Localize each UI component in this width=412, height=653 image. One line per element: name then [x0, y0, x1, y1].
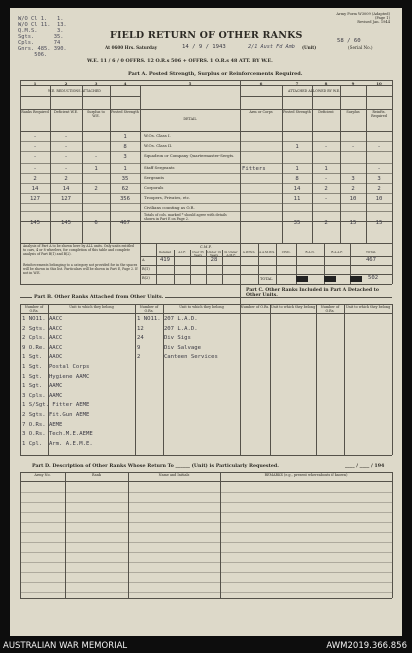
part-a-cell: 14 — [31, 186, 39, 192]
page-label: (Page 1) — [374, 16, 390, 20]
analysis-head: TOTAL — [365, 250, 377, 254]
part-b-entry: 1 NO11. 207 L.A.D. — [137, 316, 198, 322]
part-a-cell: - — [33, 166, 37, 172]
part-b-entry: 24 Div Sigs — [137, 335, 191, 342]
part-a-cell: 127 — [60, 196, 72, 202]
column-number: 1 — [33, 81, 37, 86]
part-a-cell: 1 — [94, 166, 98, 172]
column-number: 2 — [64, 81, 68, 86]
column-number: 4 — [123, 81, 127, 86]
unit-value: 2/1 Aust Fd Amb — [248, 44, 295, 50]
column-head: Deficient — [318, 110, 334, 114]
column-number: 7 — [295, 81, 299, 86]
part-a-cell: 2 — [324, 186, 328, 192]
part-a-cell: 35 — [293, 220, 301, 226]
part-a-cell: 10 — [375, 196, 383, 202]
part-c-column-head: Number of O.Rs. — [320, 305, 340, 313]
blocked-cell — [350, 276, 362, 282]
part-d-column-head: Name and Initials — [158, 473, 190, 477]
part-a-cell: 2 — [33, 176, 37, 182]
part-a-cell: Fitters — [242, 166, 266, 172]
footer-institution: AUSTRALIAN WAR MEMORIAL — [3, 641, 128, 651]
part-b-entry: 2 Canteen Services — [137, 354, 218, 361]
part-a-cell: 2 — [377, 186, 381, 192]
form-title: FIELD RETURN OF OTHER RANKS — [110, 30, 303, 41]
part-d-column-head: Army No. — [34, 473, 51, 477]
print-note: Revised Jan. 1944 — [357, 20, 390, 24]
part-a-cell: - — [33, 154, 37, 160]
analysis-head: R.A.A.F. — [331, 250, 343, 254]
part-a-cell: - — [377, 166, 381, 172]
analysis-head: R.A.N. — [305, 250, 315, 254]
part-a-cell: - — [324, 176, 328, 182]
analysis-head: CIVIL — [281, 250, 291, 254]
part-a-cell: 2 — [324, 220, 328, 226]
part-a-cell: - — [64, 166, 68, 172]
margin-note-line: Q.M.S. 3. — [18, 28, 64, 34]
form-number: Army Form W3009 (Adapted) — [336, 12, 390, 16]
part-a-cell: 1 — [295, 166, 299, 172]
column-head: Surplus to W.E. — [87, 110, 105, 118]
part-a-cell: 145 — [29, 220, 41, 226]
part-b-column-head: Unit to which they belong — [179, 305, 224, 309]
part-a-detail: W.Os. Class I. — [144, 133, 171, 138]
part-a-cell: - — [94, 154, 98, 160]
part-a-detail: Staff Sergeants — [144, 165, 175, 170]
grand-total-value: 502 — [368, 275, 379, 281]
column-head: Surplus — [346, 110, 360, 114]
part-a-cell: 10 — [349, 196, 357, 202]
part-d-column-head: Rank — [92, 473, 101, 477]
part-a-cell: 145 — [60, 220, 72, 226]
reinforcement-note: Reinforcements belonging to a category not provided for in the spaces will be shown in this list. Particulars will be shown in Part E, Page 2. If not in W.E. — [23, 263, 138, 275]
part-c-column-head: Number of O.Rs. — [240, 305, 270, 309]
column-number: 8 — [324, 81, 328, 86]
part-d-title: Part D. Description of Other Ranks Whose Return To ______ (Unit) is Particularly Requested. — [32, 463, 279, 469]
archive-footer — [0, 638, 412, 653]
part-a-cell: - — [64, 144, 68, 150]
part-a-title: Part A. Posted Strength, Surplus or Reinforcements Required. — [128, 71, 303, 77]
part-a-cell: 35 — [121, 176, 129, 182]
part-c-title: Part C. Other Ranks Included in Part A Detached to Other Units. — [246, 288, 379, 299]
cmf-label: C.M.F. — [200, 245, 212, 249]
part-a-cell: - — [33, 144, 37, 150]
analysis-row-label: B(1) — [142, 267, 150, 271]
part-b-column-head: Number of O.Rs. — [24, 305, 44, 313]
part-b-entry: 2 Sgts. Fit.Gun AEME — [22, 412, 90, 418]
part-c-column-head: Unit to which they belong — [345, 305, 391, 309]
part-b-entry: 12 207 L.A.D. — [137, 325, 198, 332]
part-a-cell: - — [64, 134, 68, 140]
part-a-cell: 3 — [123, 154, 127, 160]
part-a-cell: 14 — [293, 186, 301, 192]
part-b-column-head: Number of O.Rs. — [139, 305, 159, 313]
part-a-cell: 8 — [295, 176, 299, 182]
part-a-cell: - — [324, 196, 328, 202]
at-label: At 0600 Hrs. Saturday — [105, 45, 158, 50]
part-a-cell: 2 — [94, 186, 98, 192]
part-b-entry: 1 S/Sgt. Fitter AEME — [22, 402, 90, 409]
column-head: Posted Strength — [111, 110, 139, 114]
analysis-row-label: B(2) — [142, 276, 150, 280]
column-number: 5 — [188, 81, 192, 86]
analysis-over35-value: 28 — [210, 257, 218, 263]
we-line: W.E. 11 / 6 / 0 OFFRS. 12 O.R.s 506 + OFFRS. 1 O.R.s 48 ATT. BY W.E. — [87, 58, 273, 64]
margin-note-line: W/O Cl 1. 1. — [18, 16, 64, 22]
analysis-head: Over 35 Years — [192, 250, 204, 258]
part-b-entry: 1 Sgt. Postal Corps — [22, 364, 90, 370]
column-head: Deficient W.E. — [53, 110, 79, 114]
part-a-cell: 15 — [349, 220, 357, 226]
part-a-detail: Sergeants — [144, 175, 165, 180]
part-b-entry: 2 Sgts. AACC — [22, 325, 63, 332]
part-a-cell: - — [64, 154, 68, 160]
part-b-entry: 1 NO11. AACC — [22, 316, 63, 322]
part-b-entry: 7 O.Rs. AEME — [22, 421, 63, 428]
grand-total-label: TOTAL — [260, 277, 273, 281]
part-d-date: ____ / ____ / 194 — [345, 463, 385, 469]
margin-note-line: W/O Cl 11. 13. — [18, 22, 67, 28]
margin-note-line: 506. — [18, 52, 48, 58]
part-a-cell: 1 — [123, 166, 127, 172]
part-b-entry: 1 Sgt. Hygiene AAMC — [22, 373, 90, 380]
part-a-detail: Totals of cols. marked * should agree with details shown in Part E on Page 2. — [144, 213, 227, 221]
analysis-aif-value: 419 — [159, 257, 171, 263]
part-a-cell: - — [351, 144, 355, 150]
part-a-cell: 6 — [94, 220, 98, 226]
part-a-cell: - — [33, 134, 37, 140]
part-a-detail: Civilians counting as O.R. — [144, 205, 195, 210]
part-b-entry: 3 O.Rs. Tech.M.E.AEME — [22, 431, 93, 438]
part-d-column-head: REMARKS (e.g., present whereabouts if known) — [264, 473, 348, 477]
part-a-cell: 3 — [351, 176, 355, 182]
part-a-cell: 11 — [293, 196, 301, 202]
column-number: 10 — [376, 81, 382, 86]
column-number: 6 — [259, 81, 263, 86]
part-a-detail: Troopers, Privates, etc. — [144, 195, 191, 200]
footer-accession-number: AWM2019.366.856 — [326, 641, 407, 651]
part-b-title: Part B. Other Ranks Attached from Other Units. — [34, 294, 164, 300]
blocked-cell — [324, 276, 336, 282]
part-a-detail: Squadron or Company Quartermaster-Sergts. — [144, 153, 235, 158]
unit-label: (Unit) — [302, 45, 317, 50]
part-a-cell: - — [377, 144, 381, 150]
column-head: Posted Strength — [283, 110, 311, 114]
analysis-row-label: A — [142, 258, 145, 262]
part-b-entry: 3 Cpls. AAMC — [22, 392, 63, 399]
analysis-head: A.W.W.S. — [242, 250, 256, 254]
part-a-cell: 467 — [119, 220, 131, 226]
part-c-column-head: Unit to which they belong — [270, 305, 316, 309]
serial-value: 58 / 60 — [337, 38, 361, 44]
column-head: Ranks Required — [21, 110, 49, 114]
analysis-head: A.I.F. — [178, 250, 186, 254]
form-label — [336, 12, 390, 24]
part-a-cell: - — [324, 144, 328, 150]
margin-note-line: Cpls. 74 — [18, 40, 61, 46]
part-a-detail: Corporals — [144, 185, 164, 190]
column-number: 9 — [351, 81, 355, 86]
part-b-column-head: Unit to which they belong — [69, 305, 114, 309]
part-a-cell: 127 — [29, 196, 41, 202]
column-head: Reinfts. Required — [371, 110, 387, 118]
column-head: Arm or Corps — [249, 110, 273, 114]
analysis-head: A.A.M.W.S. — [258, 250, 276, 254]
part-a-cell: 14 — [62, 186, 70, 192]
analysis-head: Under 19 Years — [207, 250, 221, 258]
we-reductions-header: W.E. REDUCTIONS ATTACHED — [48, 89, 101, 93]
part-a-cell: 356 — [119, 196, 131, 202]
part-a-cell: 62 — [121, 186, 129, 192]
part-b-entry: 1 Sgt. AAOC — [22, 354, 63, 361]
part-b-entry: 9 Div Salvage — [137, 344, 201, 351]
margin-note-line: Sgts. 35. — [18, 34, 64, 40]
part-b-entry: 1 Sgt. AAMC — [22, 383, 63, 390]
part-b-entry: 1 Cpl. Arm. A.E.M.E. — [22, 440, 93, 447]
part-a-cell: 1 — [295, 144, 299, 150]
part-a-detail: W.Os. Class II. — [144, 143, 173, 148]
analysis-head: In Under A.M.F. — [224, 250, 238, 258]
part-a-cell: 2 — [351, 186, 355, 192]
margin-note-line: Gnrs. 485. 390. — [18, 46, 67, 52]
field-return-form — [10, 8, 402, 636]
part-a-cell: 2 — [64, 176, 68, 182]
part-a-cell: 15 — [375, 220, 383, 226]
part-a-cell: 1 — [123, 134, 127, 140]
part-a-cell: 3 — [377, 176, 381, 182]
part-a-cell: 1 — [324, 166, 328, 172]
analysis-head: Detailed — [158, 250, 172, 254]
column-number: 3 — [94, 81, 98, 86]
analysis-total-value: 467 — [365, 257, 377, 263]
blocked-cell — [296, 276, 308, 282]
part-b-entry: 2 Cpls. AACC — [22, 335, 63, 342]
attached-header: ATTACHED ALLOWED BY W.E. — [288, 89, 341, 93]
part-a-cell: 8 — [123, 144, 127, 150]
serial-label: (Serial No.) — [348, 45, 373, 50]
analysis-note: Analysis of Part A to be shown here by ALL units. Only units entitled to cars, 4 or 8 wheelers, for completion of this table and complete analysis of Part B(1) and B(2). — [23, 244, 134, 256]
part-b-entry: 9 O.Re. AACC — [22, 344, 63, 351]
margin-notes — [18, 16, 67, 58]
date-value: 14 / 9 / 1943 — [182, 44, 226, 50]
column-head: DETAIL — [183, 117, 197, 121]
